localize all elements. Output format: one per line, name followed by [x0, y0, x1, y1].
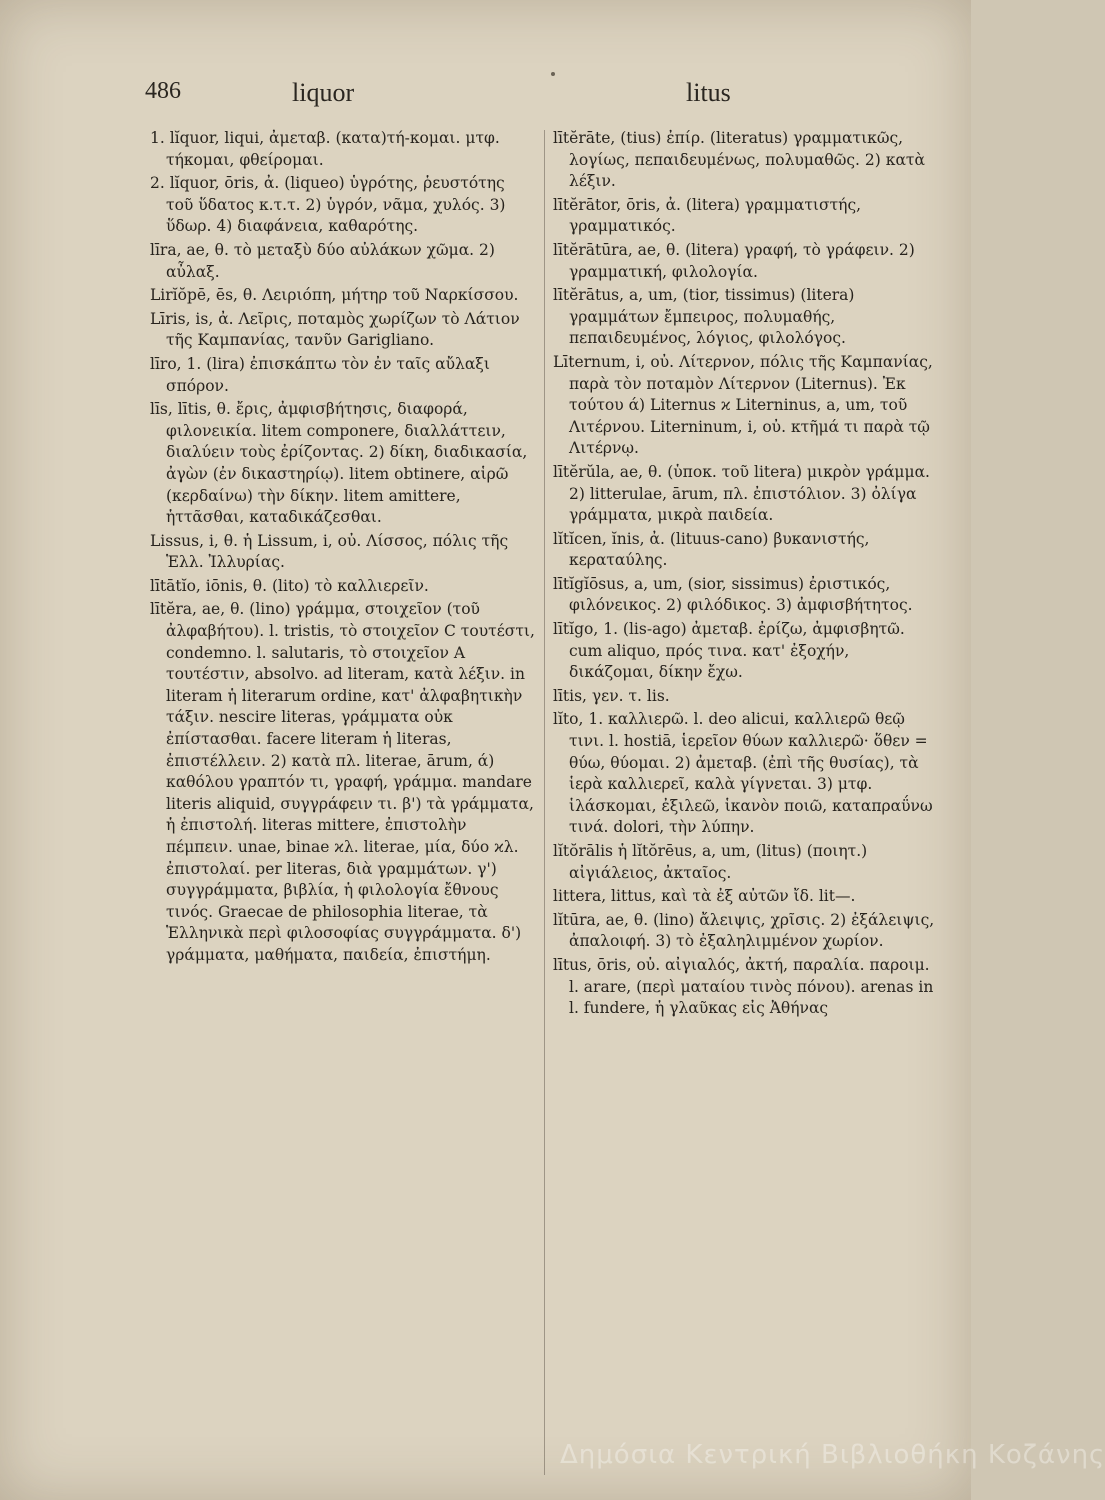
entry: Līris, is, ἀ. Λεῖρις, ποταμὸς χωρίζων τὸ Λάτιον τῆς Καμπανίας, τανῦν Garigliano.	[150, 309, 520, 350]
right-column	[553, 128, 937, 1022]
entry: Līternum, i, οὐ. Λίτερνον, πόλις τῆς Καμπανίας, παρὰ τὸν ποταμὸν Λίτερνον (Liternus). Ἐκ τούτου ά) Liternus ϰ Literninus, a, um, τοῦ Λιτέρνου. Literninum, i, οὐ. κτῆμά τι παρὰ τῷ Λιτέρνῳ.	[553, 352, 933, 458]
entry: lītis, γεν. τ. lis.	[553, 686, 670, 705]
entry: 2. lĭquor, ōris, ἀ. (liqueo) ὑγρότης, ῥευστότης τοῦ ὕδατος κ.τ.τ. 2) ὑγρόν, νᾶμα, χυλός. 3) ὕδωρ. 4) διαφάνεια, καθαρότης.	[150, 174, 506, 236]
entry: līs, lītis, θ. ἔρις, ἀμφισβήτησις, διαφορά, φιλονεικία. litem componere, διαλλάττειν, διαλύειν τοὺς ἐρίζοντας. 2) δίκη, διαδικασία, ἀγὼν (ἐν δικαστηρίῳ). litem obtinere, αἱρῶ (κερδαίνω) τὴν δίκην. litem amittere, ἡττᾶσθαι, καταδικάζεσθαι.	[150, 400, 528, 527]
entry: lĭtŏrālis ἡ lĭtŏrēus, a, um, (litus) (ποιητ.) αἰγιάλειος, ἀκταῖος.	[553, 842, 868, 882]
entry: lĭtūra, ae, θ. (lino) ἄλειψις, χρῖσις. 2) ἐξάλειψις, ἀπαλοιφή. 3) τὸ ἐξαληλιμμένον χωρίον.	[553, 910, 935, 951]
entry: lītĕrātūra, ae, θ. (litera) γραφή, τὸ γράφειν. 2) γραμματική, φιλολογία.	[553, 240, 915, 281]
ornament-dot	[551, 72, 555, 76]
page-number: 486	[145, 78, 181, 104]
entry: lītĕra, ae, θ. (lino) γράμμα, στοιχεῖον (τοῦ ἀλφαβήτου). l. tristis, τὸ στοιχεῖον C τουτέστι, condemno. l. salutaris, τὸ στοιχεῖον A τουτέστιν, absolvo. ad literam, κατὰ λέξιν. in literam ἡ literarum ordine, κατ' ἀλφαβητικὴν τάξιν. nescire literas, γράμματα οὐκ ἐπίστασθαι. facere literam ἡ literas, ἐπιστέλλειν. 2) κατὰ πλ. literae, ārum, ά) καθόλου γραπτόν τι, γραφή, γράμμα. mandare literis aliquid, συγγράφειν τι. β') τὰ γράμματα, ἡ ἐπιστολή. literas mittere, ἐπιστολὴν πέμπειν. unae, binae ϰλ. literae, μία, δύο ϰλ. ἐπιστολαί. per literas, διὰ γραμμάτων. γ') συγγράμματα, βιβλία, ἡ φιλολογία ἔθνους τινός. Graecae de philosophia literae, τὰ Ἑλληνικὰ περὶ φιλοσοφίας συγγράμματα. δ') γράμματα, μαθήματα, παιδεία, ἐπιστήμη.	[150, 600, 535, 964]
entry: līro, 1. (lira) ἐπισκάπτω τὸν ἐν ταῖς αὔλαξι σπόρον.	[150, 354, 490, 395]
running-header	[0, 78, 971, 118]
library-watermark: Δημόσια Κεντρική Βιβλιοθήκη Κοζάνης	[560, 1440, 1105, 1470]
column-divider	[544, 130, 545, 1475]
entry: lītĕrāte, (tius) ἐπίρ. (literatus) γραμματικῶς, λογίως, πεπαιδευμένως, πολυμαθῶς. 2) κατὰ λέξιν.	[553, 129, 925, 191]
right-guide-word: litus	[686, 78, 731, 107]
left-column	[150, 128, 536, 969]
entry: lītĭgĭōsus, a, um, (sior, sissimus) ἐριστικός, φιλόνεικος. 2) φιλόδικος. 3) ἀμφισβήτητος.	[553, 574, 913, 615]
entry: lītus, ōris, οὐ. αἰγιαλός, ἀκτή, παραλία. παροιμ. l. arare, (περὶ ματαίου τινὸς πόνου). arenas in l. fundere, ἡ γλαῦκας εἰς Ἀθήνας	[553, 955, 934, 1018]
left-guide-word: liquor	[292, 78, 355, 107]
entry: Lirĭŏpē, ēs, θ. Λειριόπη, μήτηρ τοῦ Ναρκίσσου.	[150, 286, 519, 305]
entry: 1. lĭquor, liqui, ἀμεταβ. (κατα)τή-κομαι. μτφ. τήκομαι, φθείρομαι.	[150, 129, 500, 169]
entry: littera, littus, καὶ τὰ ἐξ αὐτῶν ἴδ. lit—.	[553, 887, 856, 906]
entry: lītĕrātor, ōris, ἀ. (litera) γραμματιστής, γραμματικός.	[553, 195, 862, 236]
entry: lītĕrātus, a, um, (tior, tissimus) (litera) γραμμάτων ἔμπειρος, πολυμαθής, πεπαιδευμένος, λόγιος, φιλολόγος.	[553, 286, 855, 348]
entry: lītātĭo, iōnis, θ. (lito) τὸ καλλιερεῖν.	[150, 576, 429, 595]
entry: lītĭgo, 1. (lis-ago) ἀμεταβ. ἐρίζω, ἀμφισβητῶ. cum aliquo, πρός τινα. κατ' ἐξοχήν, δικάζομαι, δίκην ἔχω.	[553, 620, 905, 682]
entry: līra, ae, θ. τὸ μεταξὺ δύο αὐλάκων χῶμα. 2) αὖλαξ.	[150, 240, 495, 281]
entry: lītĕrŭla, ae, θ. (ὑποκ. τοῦ litera) μικρὸν γράμμα. 2) litterulae, ārum, πλ. ἐπιστόλιον. 3) ὀλίγα γράμματα, μικρὰ παιδεία.	[553, 462, 930, 525]
entry: lĭtĭcen, ĭnis, ἀ. (lituus-cano) βυκανιστής, κεραταύλης.	[553, 529, 870, 570]
entry: Lissus, i, θ. ἡ Lissum, i, οὐ. Λίσσος, πόλις τῆς Ἑλλ. Ἰλλυρίας.	[150, 531, 509, 572]
entry: lĭto, 1. καλλιερῶ. l. deo alicui, καλλιερῶ θεῷ τινι. l. hostiā, ἱερεῖον θύων καλλιερῶ· ὅθεν = θύω, θύομαι. 2) ἀμεταβ. (ἐπὶ τῆς θυσίας), τὰ ἱερὰ καλλιερεῖ, καλὰ γίγνεται. 3) μτφ. ἱλάσκομαι, ἐξιλεῶ, ἱκανὸν ποιῶ, καταπραΰνω τινά. dolori, τὴν λύπην.	[553, 710, 933, 837]
